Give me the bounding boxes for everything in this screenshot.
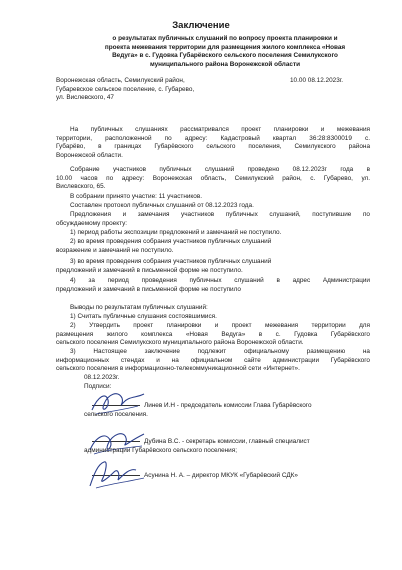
- signer-line: сельского поселения.: [84, 410, 148, 418]
- signer-line: Дубина В.С. - секретарь комиссии, главный специалист: [144, 438, 310, 445]
- item-line: 4) за период проведения публичных слушаний в адрес Администрации: [70, 277, 370, 284]
- conclusion-line: информационных стендах и на официальном сайте администрации Губарёвского: [56, 356, 370, 364]
- paragraph-line: Вислевского, 65.: [56, 183, 106, 191]
- subtitle-line: муниципального района Воронежской области: [149, 60, 301, 68]
- subtitle-line: о результатах публичных слушаний по вопросу проекта планировки и: [112, 35, 338, 42]
- conclusion-line: сельского поселения в информационно-телекоммуникационной сети «Интернет».: [56, 365, 300, 373]
- handwritten-signature-3: [84, 456, 148, 494]
- conclusions-heading: Выводы по результатам публичных слушаний:: [70, 304, 208, 311]
- subtitle-line: проекта межевания территории для размещения жилого комплекса «Новая: [104, 43, 346, 51]
- paragraph-line: Собрание участников публичных слушаний проведено 08.12.2023г года в: [70, 166, 370, 173]
- location-line: Воронежская область, Семилукский район,: [56, 77, 185, 84]
- signer-3: Асунина Н. А. – директор МКУК «Губарёвский СДК»: [144, 472, 298, 479]
- subtitle-line: Ведуга» в с. Гудовка Губарёвского сельского поселения Семилукского: [112, 52, 338, 60]
- document-subtitle: [70, 35, 380, 69]
- signing-date: 08.12.2023г.: [84, 374, 120, 381]
- item-line: предложений и замечаний в письменной форме не поступило.: [56, 266, 243, 274]
- paragraph-line: На публичных слушаниях рассматривался проект планировки и межевания: [70, 126, 370, 133]
- signer-2: [84, 438, 310, 455]
- item-line: 2) во время проведения собрания участников публичных слушаний: [70, 238, 272, 245]
- paragraph-line: Предложения и замечания участников публичных слушаний, поступившие по: [70, 211, 370, 218]
- item-line: 3) во время проведения собрания участников публичных слушаний: [70, 258, 272, 265]
- paragraph-project: [56, 126, 370, 160]
- proposals-intro: [56, 211, 370, 228]
- conclusion-line: сельского поселения Семилукского муниципального района Воронежской области.: [56, 339, 304, 347]
- signer-1: [84, 402, 312, 419]
- conclusion-line: размещения жилого комплекса «Новая Ведуга» в с. Гудовка Губарёвского: [56, 330, 370, 338]
- document-title: Заключение: [172, 20, 230, 31]
- participants-count: В собрании принято участие: 11 участников.: [70, 193, 203, 200]
- conclusion-line: 3) Настоящее заключение подлежит официальному размещению на: [70, 348, 370, 355]
- meeting-location: [56, 77, 194, 103]
- proposal-item-2: [56, 238, 370, 255]
- proposal-item-1: 1) период работы экспозиции предложений и замечаний не поступило.: [70, 229, 282, 236]
- conclusion-item-3: [56, 348, 370, 374]
- paragraph-line: 10.00 часов по адресу: Воронежская область, Семилукский район, с. Губарево, ул.: [56, 174, 370, 182]
- proposal-item-4: [56, 277, 370, 294]
- paragraph-meeting: [56, 166, 370, 192]
- paragraph-line: территории, расположенной по адресу: Кадастровый квартал 36:28:8300019 с.: [56, 134, 370, 142]
- paragraph-line: Воронежской области.: [56, 151, 123, 159]
- location-line: ул. Вислевского, 47: [56, 94, 114, 102]
- location-line: Губаревское сельское поселение, с. Губарево,: [56, 85, 195, 93]
- signatures-label: Подписи:: [84, 383, 112, 390]
- conclusion-line: 2) Утвердить проект планировки и проект межевания территории для: [70, 322, 370, 329]
- paragraph-line: Губарёво, в границах Губарёвского сельского поселения, Семилукского района: [56, 143, 370, 151]
- conclusion-item-1: 1) Считать публичные слушания состоявшимися.: [70, 313, 217, 320]
- paragraph-line: обсуждаемому проекту:: [56, 219, 128, 227]
- signer-line: Линев И.Н - председатель комиссии Глава Губарёвского: [144, 402, 312, 409]
- protocol-note: Составлен протокол публичных слушаний от 08.12.2023 года.: [70, 202, 254, 209]
- item-line: предложений и замечаний в письменной форме не поступило: [56, 285, 241, 293]
- item-line: возражение и замечаний не поступило.: [56, 246, 174, 254]
- meeting-datetime: 10.00 08.12.2023г.: [290, 77, 344, 84]
- conclusion-item-2: [56, 322, 370, 348]
- signer-line: администрации Губарёвского сельского поселения;: [84, 446, 237, 454]
- proposal-item-3: [56, 258, 370, 275]
